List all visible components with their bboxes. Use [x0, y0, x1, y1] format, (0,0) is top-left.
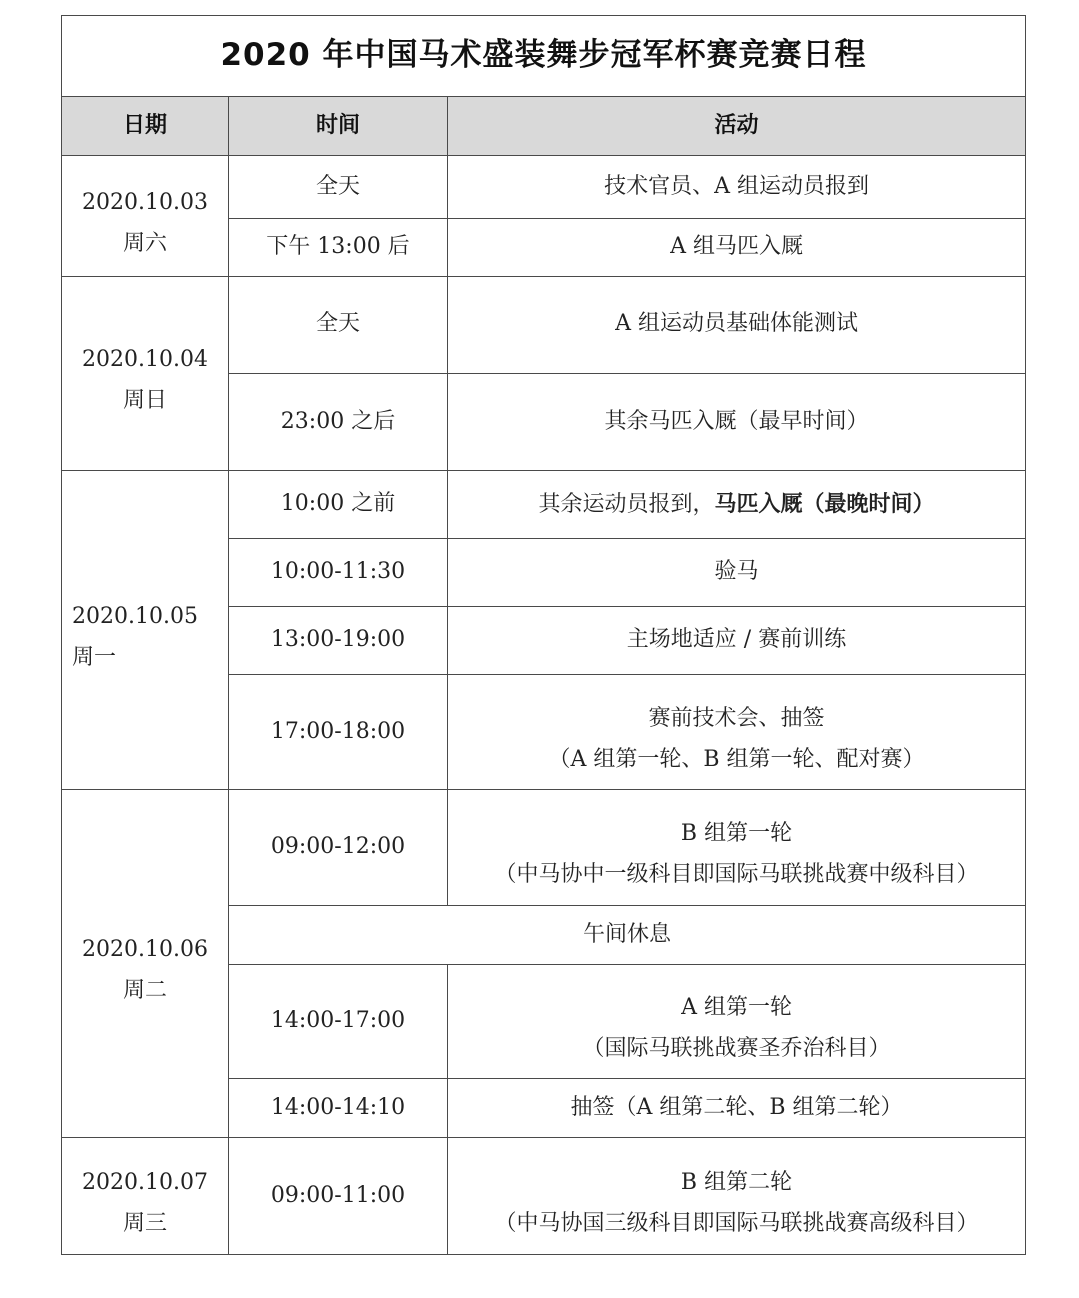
date-text: 2020.10.06: [82, 937, 208, 963]
activity-cell: A 组运动员基础体能测试: [448, 277, 1026, 374]
activity-cell: 抽签（A 组第二轮、B 组第二轮）: [448, 1079, 1026, 1138]
activity-note: （中马协国三级科目即国际马联挑战赛高级科目）: [494, 1210, 979, 1236]
header-date: 日期: [62, 97, 229, 156]
activity-emphasis: 马匹入厩（最晚时间）: [714, 490, 935, 517]
time-cell: 09:00-11:00: [229, 1138, 448, 1255]
activity-cell: [448, 675, 1026, 790]
activity-cell: A 组马匹入厩: [448, 219, 1026, 277]
time-cell: 10:00-11:30: [229, 539, 448, 607]
date-text: 2020.10.04: [82, 347, 208, 373]
weekday-text: 周三: [122, 1210, 167, 1236]
activity-cell: [448, 1138, 1026, 1255]
weekday-text: 周一: [72, 644, 117, 670]
activity-text: B 组第一轮: [680, 821, 793, 847]
header-row: [62, 97, 1026, 156]
time-cell: 17:00-18:00: [229, 675, 448, 790]
header-time: 时间: [229, 97, 448, 156]
date-cell: [62, 471, 229, 790]
date-text: 2020.10.05: [72, 603, 198, 629]
activity-cell: 主场地适应 / 赛前训练: [448, 607, 1026, 675]
time-cell: 10:00 之前: [229, 471, 448, 539]
weekday-text: 周二: [122, 978, 167, 1004]
activity-cell: 验马: [448, 539, 1026, 607]
date-cell: [62, 1138, 229, 1255]
activity-cell: [448, 790, 1026, 906]
weekday-text: 周日: [122, 388, 167, 414]
schedule-table: [61, 15, 1026, 1255]
date-text: 2020.10.03: [82, 189, 208, 215]
weekday-text: 周六: [122, 230, 167, 256]
date-cell: [62, 156, 229, 277]
time-cell: 14:00-14:10: [229, 1079, 448, 1138]
activity-text: A 组第一轮: [681, 995, 792, 1021]
table-row: [62, 471, 1026, 539]
time-cell: 下午 13:00 后: [229, 219, 448, 277]
activity-note: （A 组第一轮、B 组第一轮、配对赛）: [548, 746, 925, 772]
date-cell: [62, 790, 229, 1138]
time-cell: 全天: [229, 156, 448, 219]
date-cell: [62, 277, 229, 471]
activity-cell: 其余马匹入厩（最早时间）: [448, 374, 1026, 471]
activity-note: （中马协中一级科目即国际马联挑战赛中级科目）: [494, 862, 979, 888]
time-cell: 全天: [229, 277, 448, 374]
time-cell: 23:00 之后: [229, 374, 448, 471]
time-cell: 13:00-19:00: [229, 607, 448, 675]
activity-text: B 组第二轮: [680, 1169, 793, 1195]
activity-cell: [448, 471, 1026, 539]
table-row: [62, 790, 1026, 906]
date-text: 2020.10.07: [82, 1169, 208, 1195]
time-cell: 09:00-12:00: [229, 790, 448, 906]
table-row: [62, 156, 1026, 219]
table-row: [62, 1138, 1026, 1255]
activity-text: 赛前技术会、抽签: [648, 705, 825, 731]
document-title: 2020 年中国马术盛装舞步冠军杯赛竞赛日程: [62, 16, 1026, 97]
activity-text: 其余运动员报到，: [538, 491, 715, 517]
time-cell: 14:00-17:00: [229, 965, 448, 1079]
title-row: [62, 16, 1026, 97]
header-activity: 活动: [448, 97, 1026, 156]
lunch-break-cell: 午间休息: [229, 906, 1026, 965]
table-row: [62, 277, 1026, 374]
activity-cell: 技术官员、A 组运动员报到: [448, 156, 1026, 219]
activity-cell: [448, 965, 1026, 1079]
activity-note: （国际马联挑战赛圣乔治科目）: [582, 1036, 891, 1062]
